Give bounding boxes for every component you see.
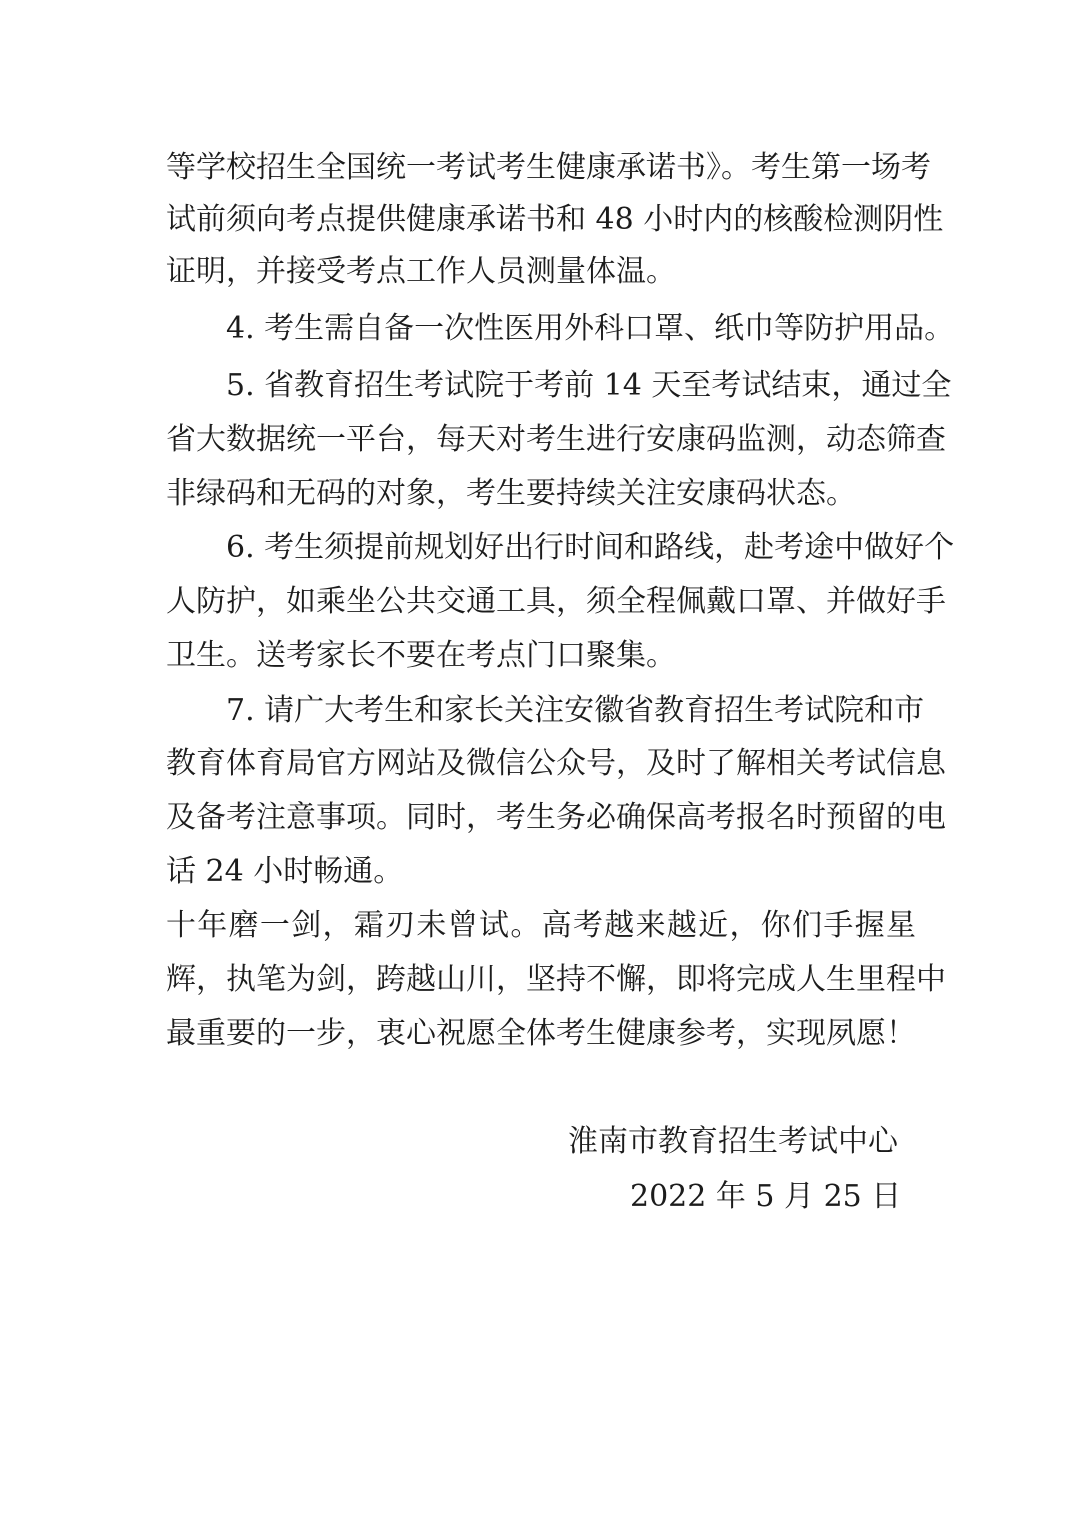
text-line: 最重要的一步，衷心祝愿全体考生健康参考，实现夙愿！ xyxy=(166,1016,916,1051)
text-line: 6. 考生须提前规划好出行时间和路线，赴考途中做好个 xyxy=(226,530,955,565)
text-line: 辉，执笔为剑，跨越山川，坚持不懈，即将完成人生里程中 xyxy=(166,962,946,997)
text-line: 5. 省教育招生考试院于考前 14 天至考试结束，通过全 xyxy=(226,368,952,403)
text-line: 教育体育局官方网站及微信公众号，及时了解相关考试信息 xyxy=(166,746,946,781)
text-line: 卫生。送考家长不要在考点门口聚集。 xyxy=(166,638,676,673)
signature-organization: 淮南市教育招生考试中心 xyxy=(568,1124,898,1159)
text-line: 话 24 小时畅通。 xyxy=(166,854,404,889)
text-line: 非绿码和无码的对象，考生要持续关注安康码状态。 xyxy=(166,476,856,511)
text-line: 7. 请广大考生和家长关注安徽省教育招生考试院和市 xyxy=(226,693,925,728)
signature-date: 2022 年 5 月 25 日 xyxy=(630,1179,902,1214)
text-line: 十年磨一剑，霜刃未曾试。高考越来越近，你们手握星 xyxy=(166,908,916,943)
text-line: 4. 考生需自备一次性医用外科口罩、纸巾等防护用品。 xyxy=(226,311,955,346)
text-line: 人防护，如乘坐公共交通工具，须全程佩戴口罩、并做好手 xyxy=(166,584,946,619)
text-line: 证明，并接受考点工作人员测量体温。 xyxy=(166,254,676,289)
text-line: 试前须向考点提供健康承诺书和 48 小时内的核酸检测阴性 xyxy=(166,202,944,237)
text-line: 等学校招生全国统一考试考生健康承诺书》。考生第一场考 xyxy=(166,150,931,185)
text-line: 省大数据统一平台，每天对考生进行安康码监测，动态筛查 xyxy=(166,422,946,457)
text-line: 及备考注意事项。同时，考生务必确保高考报名时预留的电 xyxy=(166,800,946,835)
